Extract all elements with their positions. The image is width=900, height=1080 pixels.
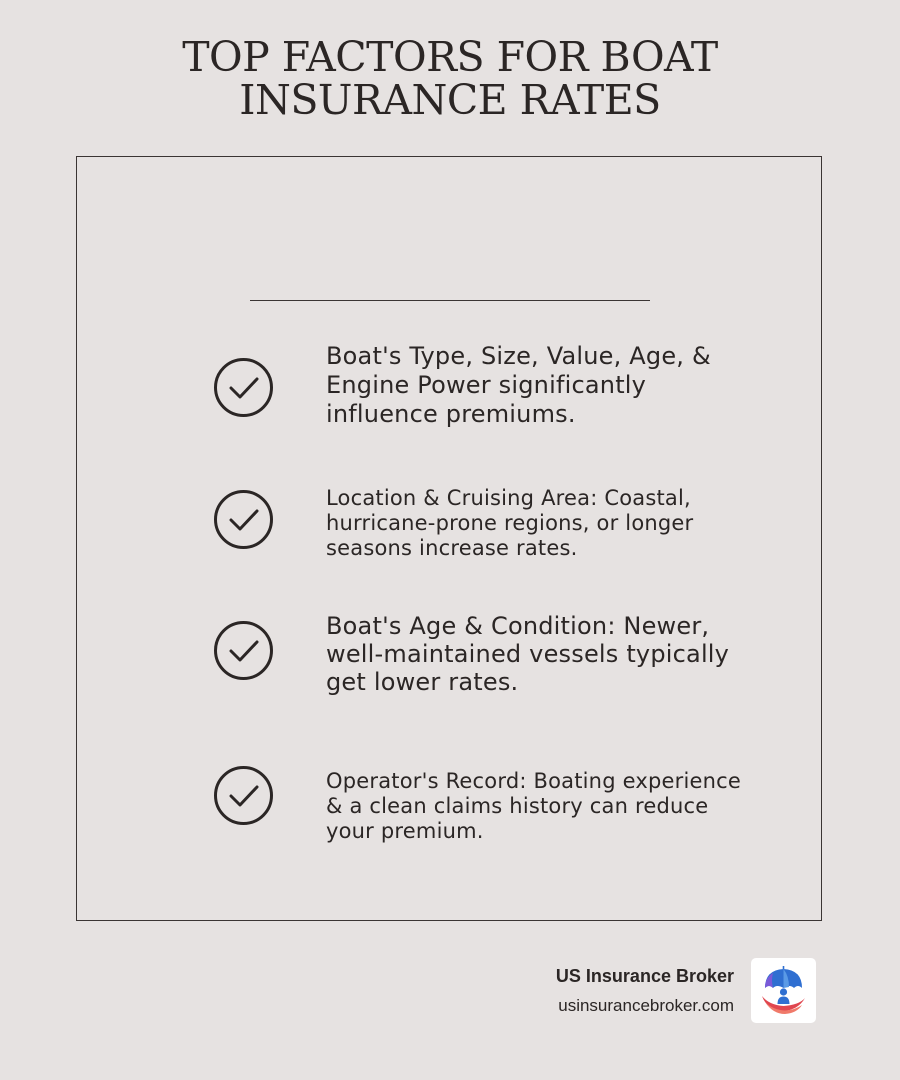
brand-url[interactable]: usinsurancebroker.com: [558, 996, 734, 1015]
umbrella-person-logo-icon: [751, 958, 816, 1023]
check-circle-icon: [213, 357, 274, 418]
page-title: TOP FACTORS FOR BOAT INSURANCE RATES: [182, 33, 718, 124]
check-circle-icon: [213, 765, 274, 826]
brand-name: US Insurance Broker: [555, 966, 734, 986]
factor-item-text: Operator's Record: Boating experience & a clean claims history can reduce your premium.: [326, 769, 741, 843]
factor-item-text: Location & Cruising Area: Coastal, hurricane-prone regions, or longer seasons increase rates.: [326, 486, 694, 560]
factor-item-text: Boat's Age & Condition: Newer, well-maintained vessels typically get lower rates.: [326, 612, 730, 696]
check-circle-icon: [213, 620, 274, 681]
check-circle-icon: [213, 489, 274, 550]
factor-item-text: Boat's Type, Size, Value, Age, & Engine Power significantly influence premiums.: [326, 342, 711, 428]
card-divider: [250, 300, 650, 301]
